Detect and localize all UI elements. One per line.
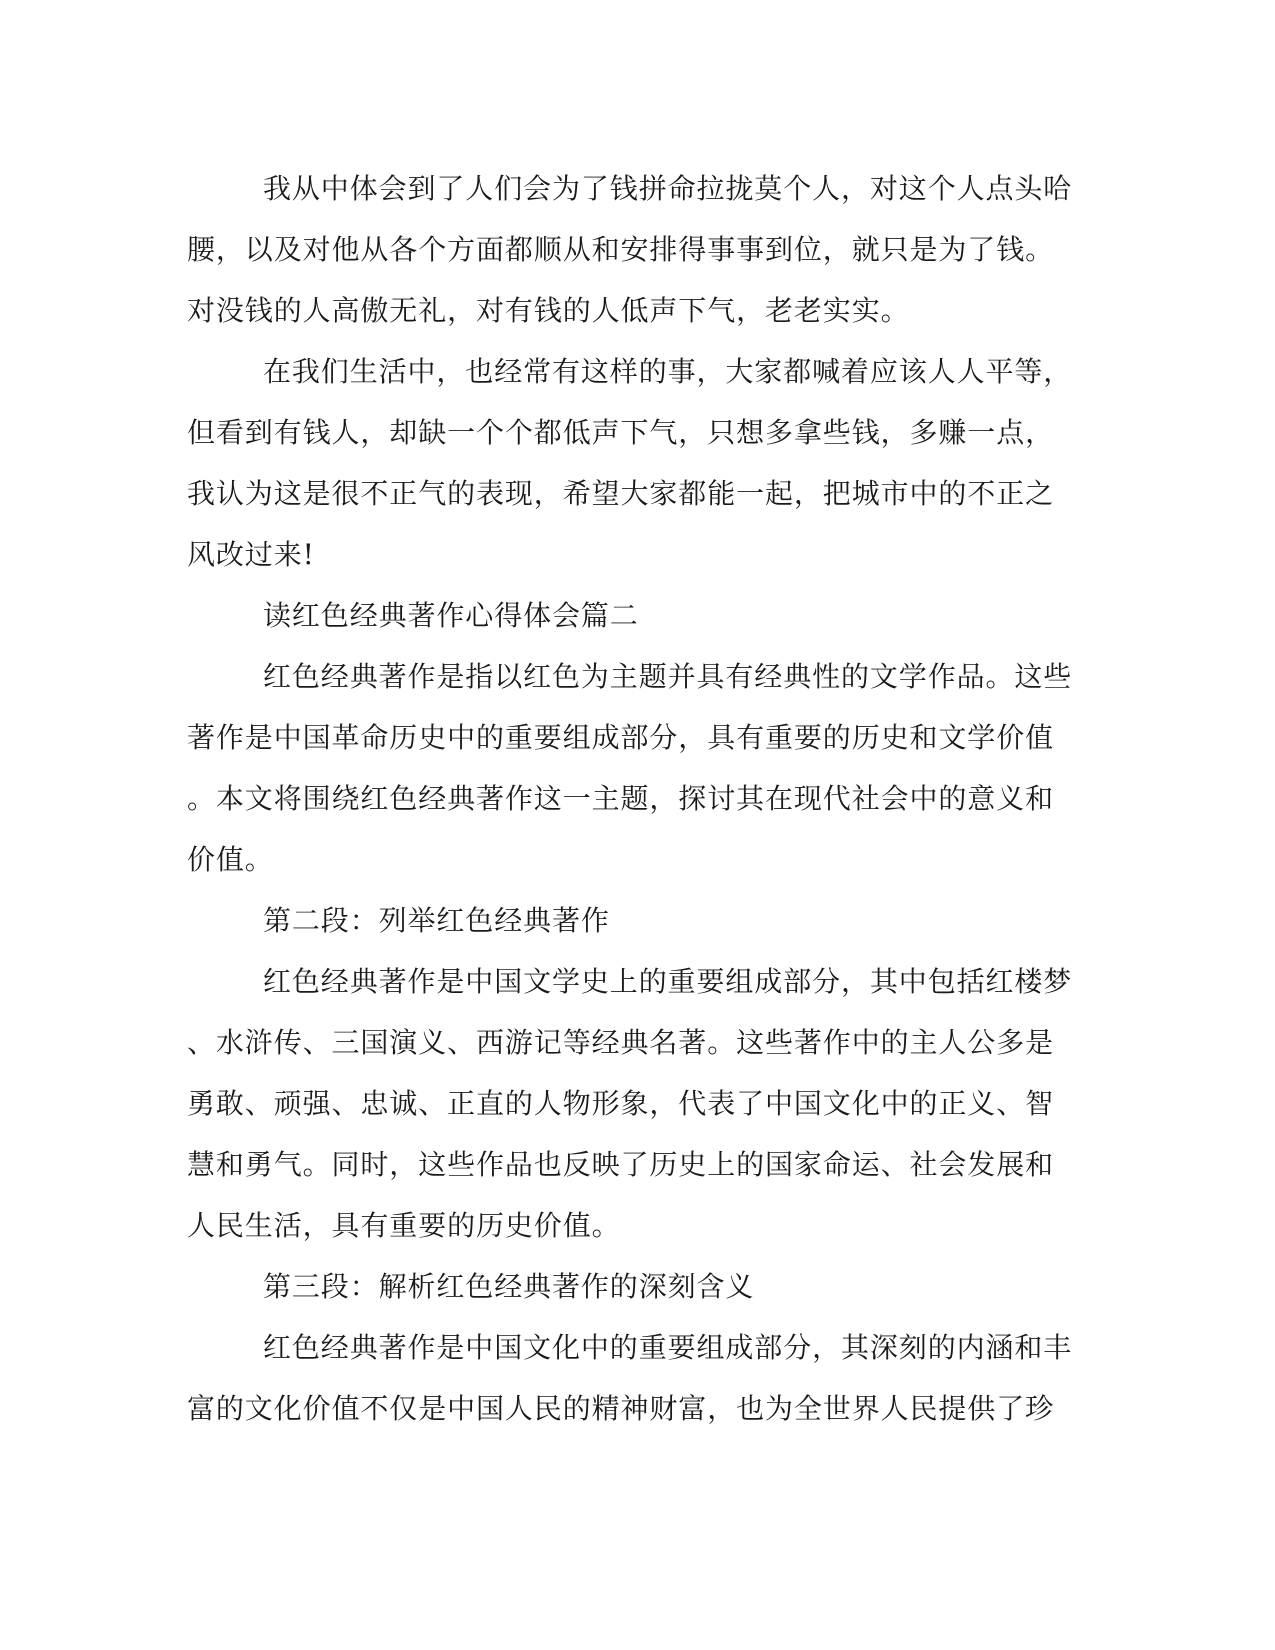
paragraph-line: 。本文将围绕红色经典著作这一主题，探讨其在现代社会中的意义和 (187, 782, 1055, 815)
section-heading: 第二段：列举红色经典著作 (263, 904, 610, 937)
paragraph-line: 风改过来! (187, 538, 315, 571)
paragraph-line: 红色经典著作是中国文学史上的重要组成部分，其中包括红楼梦 (263, 965, 1073, 998)
paragraph-line: 慧和勇气。同时，这些作品也反映了历史上的国家命运、社会发展和 (187, 1148, 1055, 1181)
paragraph-line: 价值。 (187, 843, 274, 876)
paragraph-line: 在我们生活中，也经常有这样的事，大家都喊着应该人人平等， (263, 355, 1073, 388)
paragraph-line: 腰，以及对他从各个方面都顺从和安排得事事到位，就只是为了钱。 (187, 233, 1055, 266)
paragraph-line: 著作是中国革命历史中的重要组成部分，具有重要的历史和文学价值 (187, 721, 1055, 754)
paragraph-line: 红色经典著作是中国文化中的重要组成部分，其深刻的内涵和丰 (263, 1331, 1073, 1364)
paragraph-line: 、水浒传、三国演义、西游记等经典名著。这些著作中的主人公多是 (187, 1026, 1055, 1059)
paragraph-line: 勇敢、顽强、忠诚、正直的人物形象，代表了中国文化中的正义、智 (187, 1087, 1055, 1120)
paragraph-line: 我认为这是很不正气的表现，希望大家都能一起，把城市中的不正之 (187, 477, 1055, 510)
paragraph-line: 红色经典著作是指以红色为主题并具有经典性的文学作品。这些 (263, 660, 1073, 693)
paragraph-line: 富的文化价值不仅是中国人民的精神财富，也为全世界人民提供了珍 (187, 1392, 1055, 1425)
paragraph-line: 但看到有钱人，却缺一个个都低声下气，只想多拿些钱，多赚一点， (187, 416, 1055, 449)
paragraph-line: 人民生活，具有重要的历史价值。 (187, 1209, 621, 1242)
section-heading: 读红色经典著作心得体会篇二 (263, 599, 639, 632)
document-body (187, 158, 1073, 1439)
paragraph-line: 我从中体会到了人们会为了钱拼命拉拢莫个人，对这个人点头哈 (263, 172, 1073, 205)
paragraph-line: 对没钱的人高傲无礼，对有钱的人低声下气，老老实实。 (187, 294, 910, 327)
section-heading: 第三段：解析红色经典著作的深刻含义 (263, 1270, 755, 1303)
